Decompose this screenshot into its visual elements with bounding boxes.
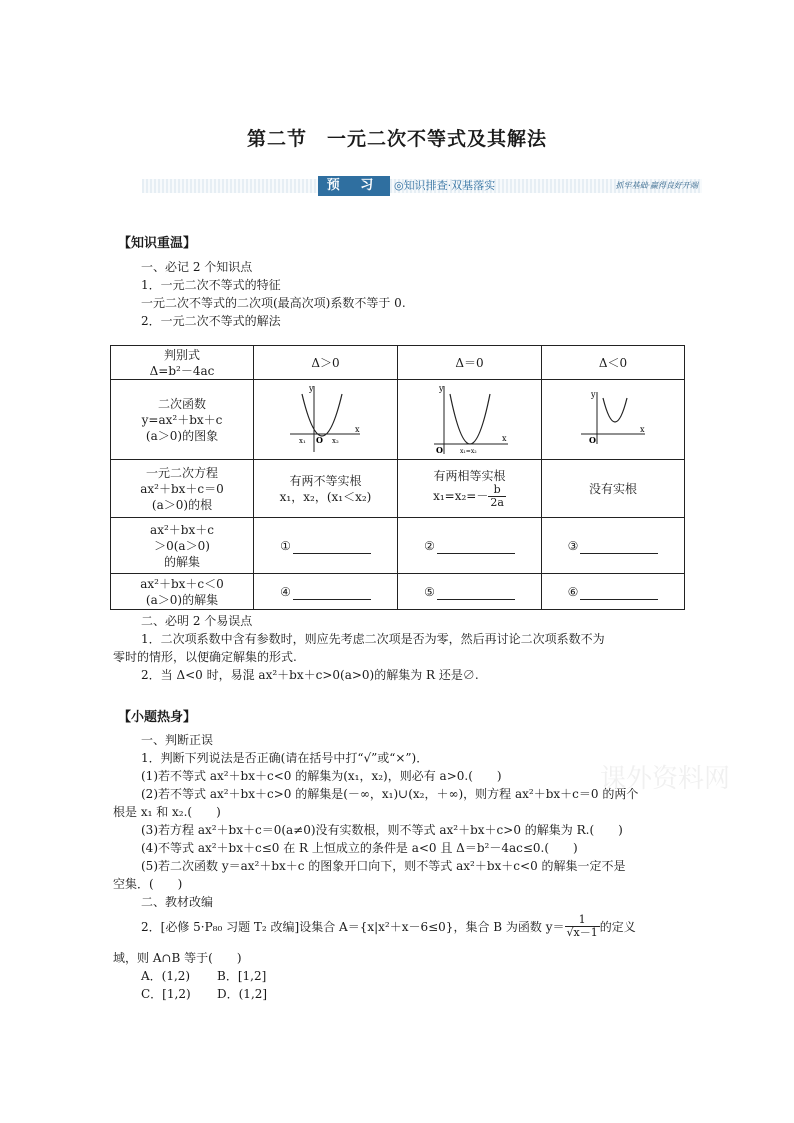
question-2 [141, 914, 636, 939]
root-x1-label: x₁ [298, 436, 306, 445]
practice-line: (2)若不等式 ax²＋bx＋c>0 的解集是(－∞，x₁)∪(x₂，＋∞)，则方程 ax²＋bx＋c＝0 的两个 [141, 787, 639, 801]
cell-text: ax²＋bx＋c＝0 [140, 481, 224, 496]
banner-badge: 预 习 [318, 176, 390, 196]
root-x2-label: x₂ [331, 436, 339, 445]
table-cell [111, 460, 254, 518]
table-row [111, 346, 685, 380]
answer-blank[interactable] [580, 586, 658, 600]
watermark: 课外资料网 [600, 764, 731, 794]
blank-number: ③ [567, 538, 579, 553]
cell-text: (a＞0)的解集 [145, 592, 219, 607]
parabola-no-root-graph [573, 382, 653, 458]
fraction-denominator: √x－1 [566, 926, 598, 939]
x-axis-label: x [501, 433, 507, 443]
mistakes-line: 2．当 Δ<0 时，易混 ax²＋bx＋c>0(a>0)的解集为 R 还是∅. [141, 668, 479, 682]
blank-number: ② [424, 538, 435, 553]
knowledge-heading: 【知识重温】 [118, 236, 197, 251]
table-cell [542, 518, 685, 574]
blank-number: ⑥ [567, 584, 579, 599]
table-cell: Δ＝0 [398, 346, 542, 380]
knowledge-line: 一元二次不等式的二次项(最高次项)系数不等于 0. [141, 296, 406, 310]
table-cell [111, 574, 254, 610]
table-cell [254, 574, 398, 610]
answer-blank[interactable] [437, 586, 515, 600]
table-cell [398, 574, 542, 610]
table-cell: Δ＞0 [254, 346, 398, 380]
fraction-numerator: 1 [565, 914, 600, 927]
table-row [111, 574, 685, 610]
table-cell [254, 518, 398, 574]
cell-text: y=ax²＋bx＋c [141, 412, 223, 427]
practice-line: 根是 x₁ 和 x₂.( ) [113, 805, 221, 819]
y-axis-label: y [591, 389, 596, 399]
parabola-two-roots-graph [286, 382, 366, 458]
answer-blank[interactable] [293, 540, 371, 554]
section-banner [142, 176, 702, 196]
cell-text: 的解集 [163, 554, 200, 569]
knowledge-line: 一、必记 2 个知识点 [141, 260, 253, 274]
table-cell [111, 518, 254, 574]
practice-line: 空集．( ) [113, 877, 183, 891]
mistakes-line: 零时的情形，以便确定解集的形式. [113, 650, 297, 664]
table-cell [111, 380, 254, 460]
banner-slogan: 抓牢基础·赢得良好开端 [615, 181, 698, 190]
origin-label: O [315, 434, 323, 445]
table-cell [542, 380, 685, 460]
banner-subtitle: ◎知识排查·双基落实 [394, 179, 496, 192]
table-cell [111, 346, 254, 380]
cell-text: ＞0(a＞0) [154, 538, 210, 553]
practice-line: 二、教材改编 [141, 895, 214, 909]
cell-text: 二次函数 [157, 396, 206, 411]
table-row [111, 460, 685, 518]
root-label: x₁=x₂ [459, 447, 477, 455]
cell-text: Δ=b²－4ac [149, 363, 215, 378]
fraction-numerator: b [488, 484, 506, 497]
parabola-double-root-graph [430, 382, 510, 458]
option-c: C．[1,2) [141, 987, 191, 1001]
page-title: 第二节 一元二次不等式及其解法 [246, 128, 547, 150]
practice-line: (3)若方程 ax²＋bx＋c＝0(a≠0)没有实数根，则不等式 ax²＋bx＋c>0 的解集为 R.( ) [141, 823, 623, 837]
fraction-denominator: 2a [490, 496, 504, 509]
cell-text: x₁=x₂=－ [433, 489, 489, 503]
table-cell [398, 460, 542, 518]
option-a: A．(1,2) [141, 969, 191, 983]
cell-text: ax²＋bx＋c＜0 [140, 576, 224, 591]
knowledge-line: 2．一元二次不等式的解法 [141, 314, 281, 328]
answer-blank[interactable] [580, 540, 658, 554]
table-cell [398, 518, 542, 574]
cell-text: 有两相等实根 [433, 469, 506, 483]
table-row [111, 380, 685, 460]
cell-text: 一元二次方程 [145, 465, 218, 480]
practice-heading: 【小题热身】 [118, 710, 197, 725]
table-cell [542, 574, 685, 610]
table-cell [254, 380, 398, 460]
table-cell: 没有实根 [542, 460, 685, 518]
question-text: 的定义 [599, 919, 636, 934]
x-axis-label: x [640, 424, 645, 434]
cell-text: ax²＋bx＋c [150, 522, 214, 537]
question-text: 2．[必修 5·P₈₀ 习题 T₂ 改编]设集合 A＝{x|x²＋x－6≤0}，集合 B 为函数 y＝ [141, 919, 565, 934]
practice-line: (5)若二次函数 y＝ax²＋bx＋c 的图象开口向下，则不等式 ax²＋bx＋c<0 的解集一定不是 [141, 859, 626, 873]
answer-blank[interactable] [293, 586, 371, 600]
table-cell [398, 380, 542, 460]
cell-text: x₁，x₂，(x₁＜x₂) [279, 489, 372, 504]
fraction [488, 484, 506, 509]
knowledge-line: 1．一元二次不等式的特征 [141, 278, 281, 292]
option-b: B．[1,2] [217, 969, 267, 983]
origin-label: O [435, 444, 443, 455]
origin-label: O [589, 434, 596, 445]
cell-text: (a＞0)的根 [151, 497, 213, 512]
practice-line: 一、判断正误 [141, 733, 214, 747]
practice-line: (4)不等式 ax²＋bx＋c≤0 在 R 上恒成立的条件是 a<0 且 Δ＝b²－4ac≤0.( ) [141, 841, 578, 855]
cell-text: 有两不等实根 [289, 473, 362, 488]
mistakes-heading: 二、必明 2 个易误点 [141, 614, 253, 628]
fraction [565, 914, 600, 939]
x-axis-label: x [354, 424, 360, 434]
blank-number: ① [280, 538, 291, 553]
cell-text: 判别式 [163, 347, 200, 362]
answer-blank[interactable] [437, 540, 515, 554]
solution-table [110, 345, 685, 610]
table-cell: Δ＜0 [542, 346, 685, 380]
y-axis-label: y [438, 383, 444, 393]
practice-line: 域，则 A∩B 等于( ) [113, 951, 242, 965]
table-row [111, 518, 685, 574]
mistakes-line: 1．二次项系数中含有参数时，则应先考虑二次项是否为零，然后再讨论二次项系数不为 [141, 632, 605, 646]
table-cell [254, 460, 398, 518]
y-axis-label: y [308, 383, 314, 393]
practice-line: (1)若不等式 ax²＋bx＋c<0 的解集为(x₁，x₂)，则必有 a>0.( ) [141, 769, 502, 783]
practice-line: 1．判断下列说法是否正确(请在括号中打“√”或“×”)． [141, 751, 429, 765]
option-d: D．(1,2] [217, 987, 268, 1001]
blank-number: ⑤ [424, 584, 435, 599]
cell-text: (a＞0)的图象 [145, 428, 219, 443]
blank-number: ④ [280, 584, 291, 599]
